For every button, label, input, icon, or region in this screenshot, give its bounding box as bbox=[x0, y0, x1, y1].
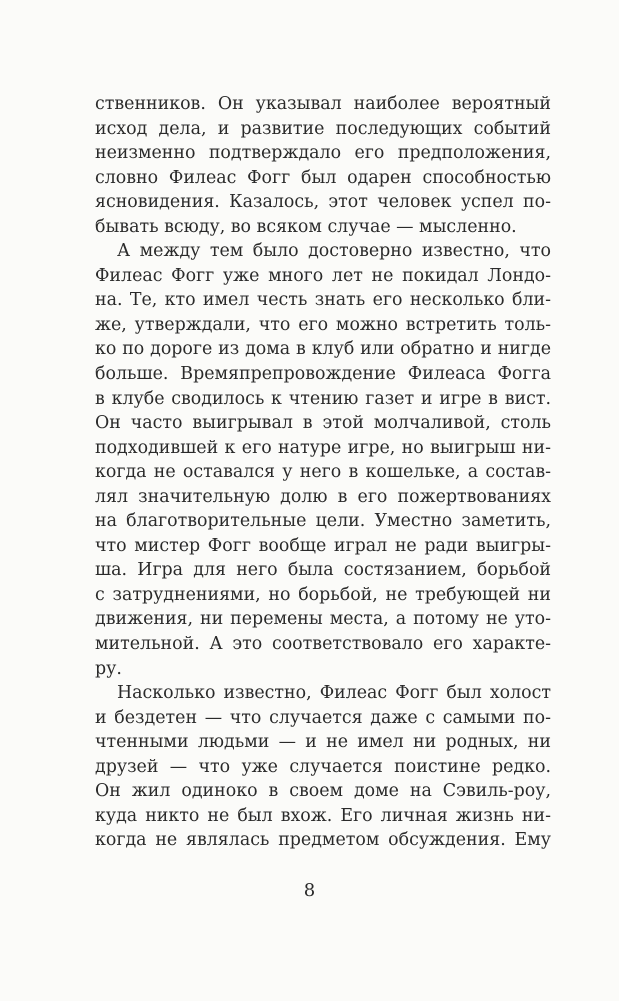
text-line: А между тем было достоверно известно, что bbox=[117, 241, 551, 262]
text-line: и бездетен — что случается даже с самыми по- bbox=[95, 707, 551, 728]
text-line: исход дела, и развитие последующих событий bbox=[95, 118, 551, 139]
text-line: на. Те, кто имел честь знать его несколько бли- bbox=[95, 290, 551, 311]
text-line: же, утверждали, что его можно встретить толь- bbox=[95, 314, 551, 335]
text-line: Насколько известно, Филеас Фогг был холост bbox=[117, 683, 551, 704]
text-line: чтенными людьми — и не имел ни родных, ни bbox=[95, 732, 551, 753]
text-line: Он жил одиноко в своем доме на Сэвиль-роу, bbox=[95, 781, 551, 802]
text-line: ко по дороге из дома в клуб или обратно и нигде bbox=[95, 339, 551, 360]
text-line: мительной. А это соответствовало его характе- bbox=[95, 634, 551, 655]
text-line: ясновидения. Казалось, этот человек успел по- bbox=[95, 192, 551, 213]
text-line: что мистер Фогг вообще играл не ради выигры- bbox=[95, 535, 551, 556]
text-line: когда не оставался у него в кошельке, а состав- bbox=[95, 462, 551, 483]
text-line: куда никто не был вхож. Его личная жизнь ни- bbox=[95, 805, 551, 826]
text-line: неизменно подтверждало его предположения, bbox=[95, 143, 551, 164]
page-number: 8 bbox=[303, 880, 316, 901]
text-line: движения, ни перемены места, а потому не уто- bbox=[95, 609, 551, 630]
text-line: друзей — что уже случается поистине редко. bbox=[95, 756, 551, 777]
text-line: Филеас Фогг уже много лет не покидал Лондо- bbox=[95, 265, 551, 286]
text-line: бывать всюду, во всяком случае — мысленно. bbox=[95, 216, 517, 237]
text-line: словно Филеас Фогг был одарен способностью bbox=[95, 167, 551, 188]
text-line: больше. Времяпрепровождение Филеаса Фогга bbox=[95, 364, 551, 385]
page-body-text bbox=[95, 92, 551, 853]
text-line: когда не являлась предметом обсуждения. Ему bbox=[95, 830, 551, 851]
text-line: ственников. Он указывал наиболее вероятный bbox=[95, 94, 551, 114]
text-line: в клубе сводилось к чтению газет и игре в вист. bbox=[95, 388, 551, 409]
text-line: ша. Игра для него была состязанием, борьбой bbox=[95, 560, 551, 581]
text-line: на благотворительные цели. Уместно заметить, bbox=[95, 511, 551, 532]
text-line: лял значительную долю в его пожертвованиях bbox=[95, 486, 551, 507]
text-line: подходившей к его натуре игре, но выигрыш ни- bbox=[95, 437, 551, 458]
text-line: Он часто выигрывал в этой молчаливой, столь bbox=[95, 413, 551, 434]
text-line: с затруднениями, но борьбой, не требующей ни bbox=[95, 584, 551, 605]
text-line: ру. bbox=[95, 658, 122, 679]
